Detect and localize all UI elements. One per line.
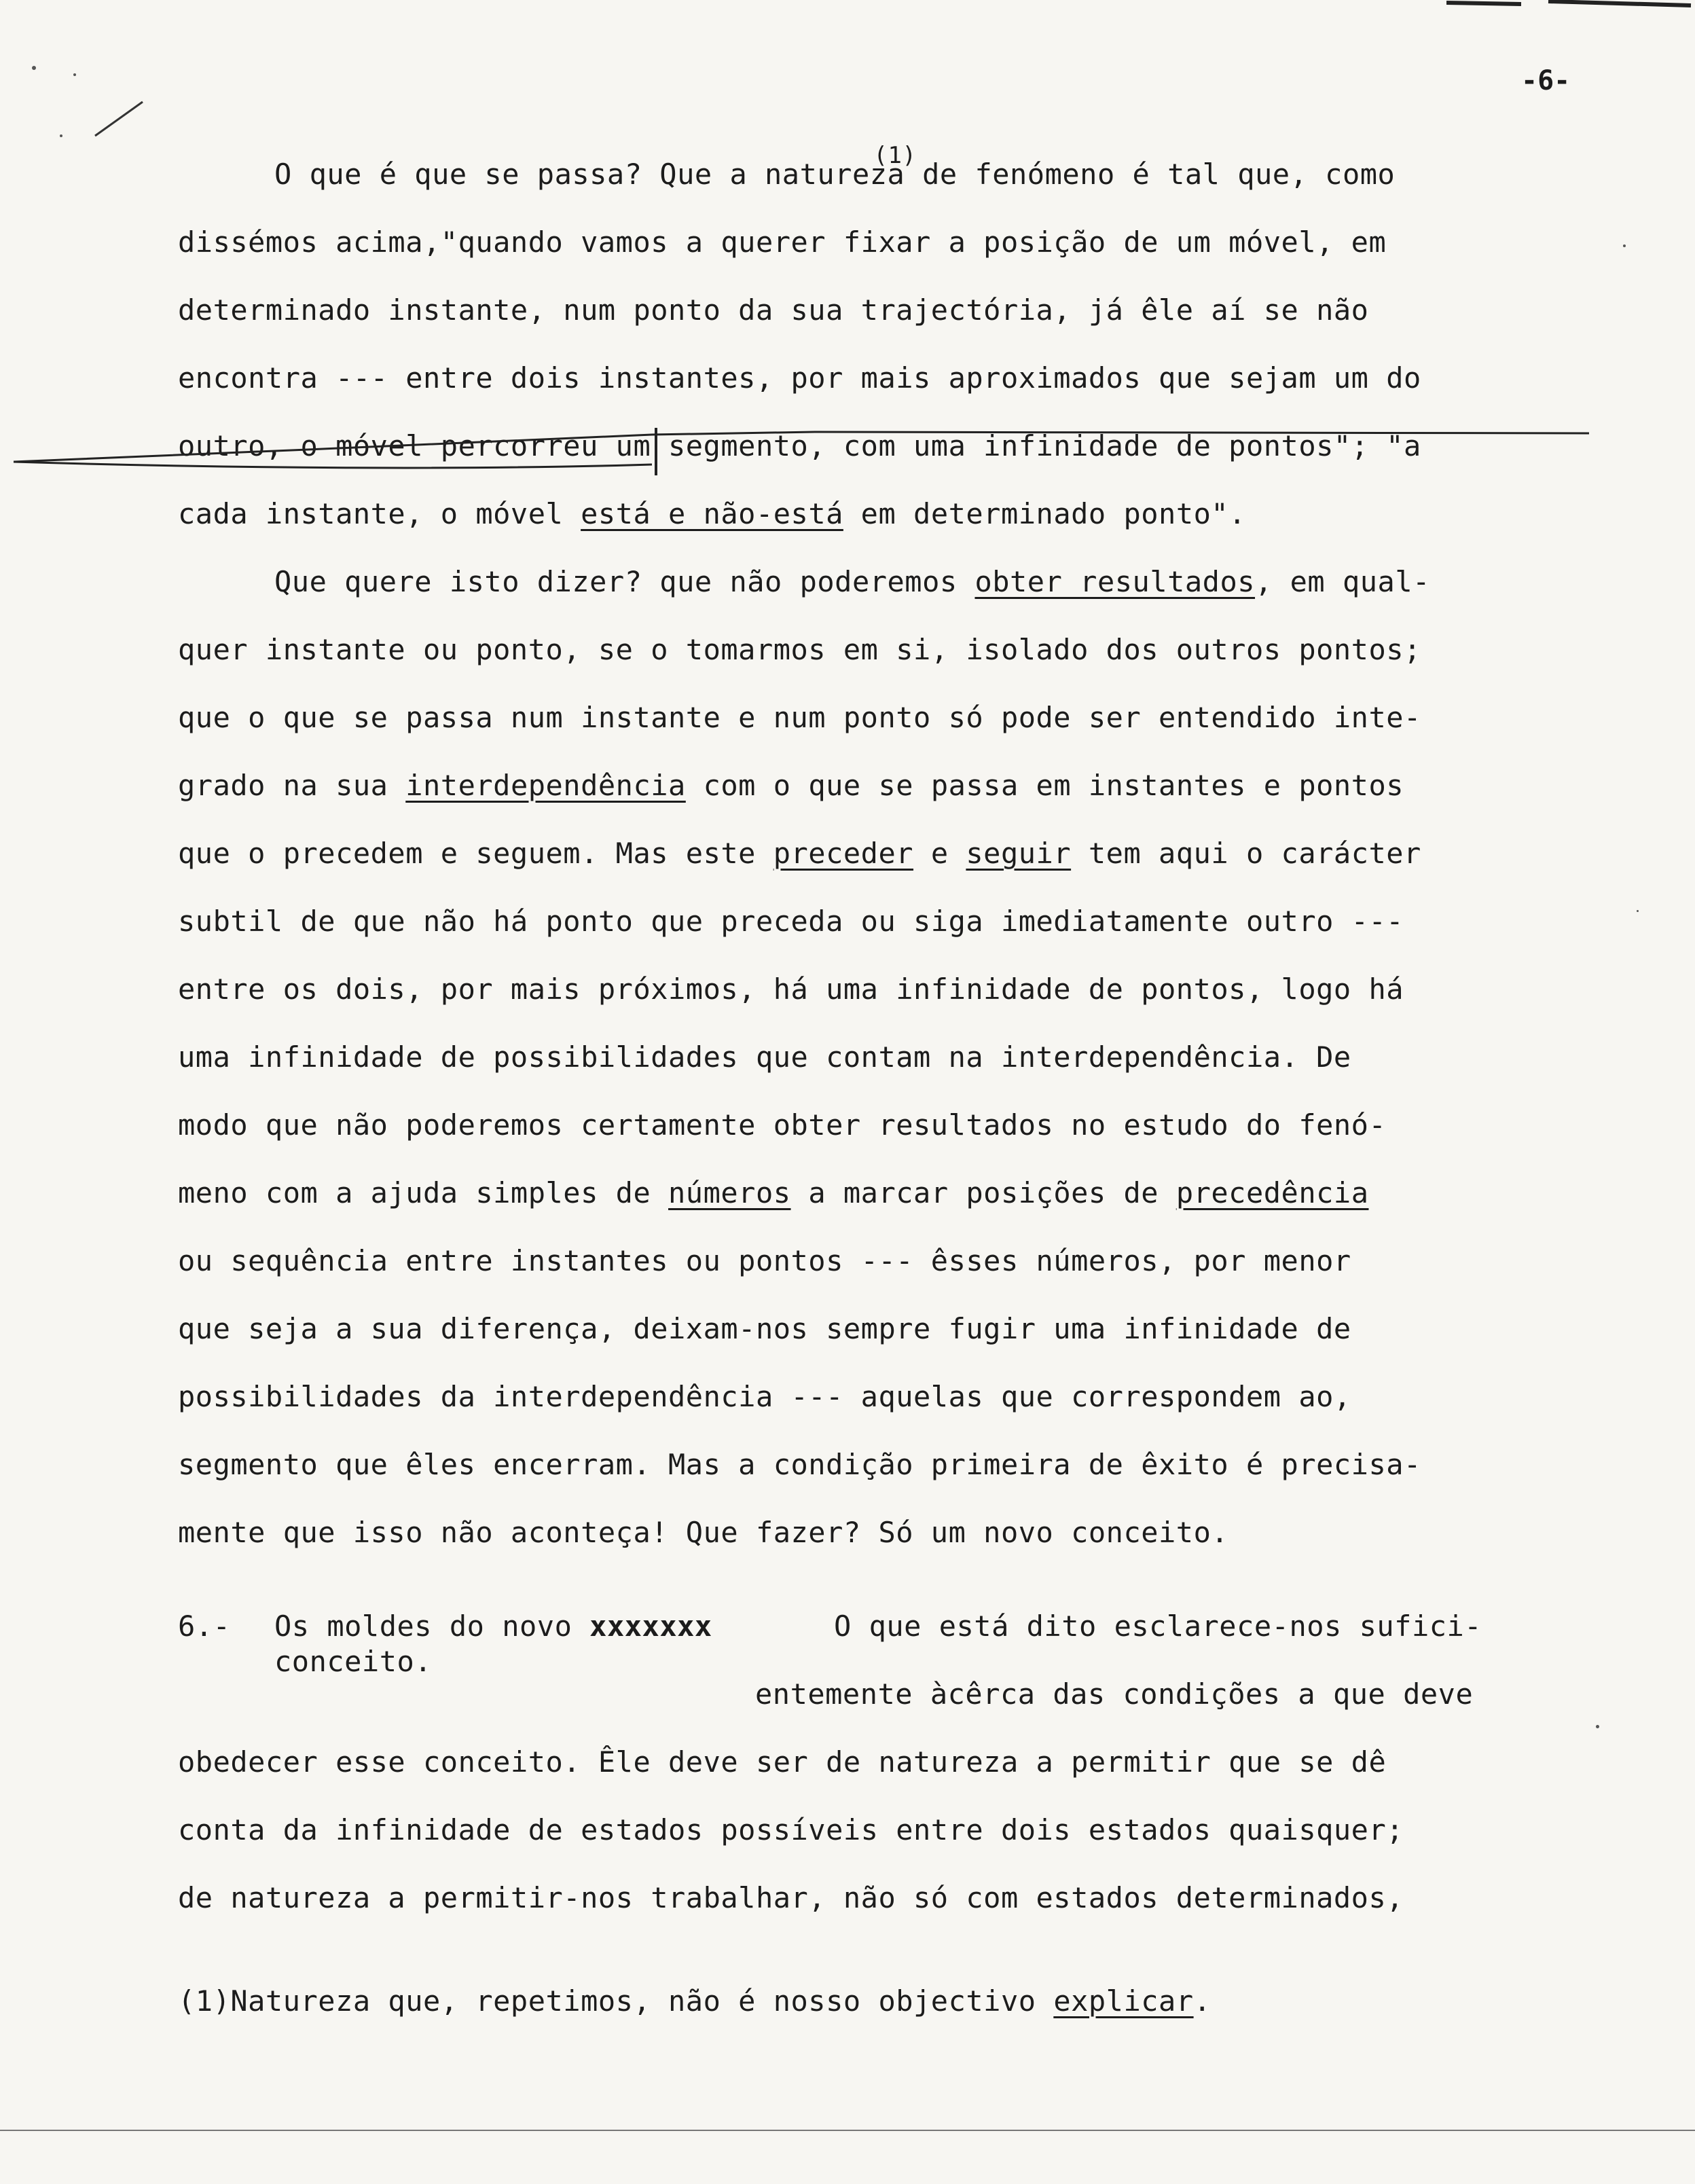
underlined-phrase: está e não-está — [581, 497, 843, 530]
scan-speck — [1596, 1725, 1599, 1728]
text-line: uma infinidade de possibilidades que contam na interdependência. De — [178, 1040, 1351, 1074]
section-heading: Os moldes do novo xxxxxxx — [274, 1609, 712, 1643]
text-line: conta da infinidade de estados possíveis entre dois estados quaisquer; — [178, 1813, 1404, 1846]
text-line: entre os dois, por mais próximos, há uma infinidade de pontos, logo há — [178, 972, 1404, 1006]
text-line: que o precedem e seguem. Mas este preceder e seguir tem aqui o carácter — [178, 837, 1421, 870]
text-line: subtil de que não há ponto que preceda ou siga imediatamente outro --- — [178, 905, 1404, 938]
text-line: O que está dito esclarece-nos sufici- — [834, 1609, 1482, 1643]
footnote-ref: (1) — [873, 142, 917, 169]
text-line: cada instante, o móvel está e não-está em determinado ponto". — [178, 497, 1246, 530]
text-line: meno com a ajuda simples de números a marcar posições de precedência — [178, 1176, 1369, 1209]
text-line: possibilidades da interdependência --- aquelas que correspondem ao, — [178, 1380, 1351, 1413]
section-heading: conceito. — [274, 1645, 433, 1678]
underlined-phrase: precedência — [1175, 1176, 1369, 1209]
pen-stroke — [0, 407, 1695, 482]
text-line: dissémos acima,"quando vamos a querer fixar a posição de um móvel, em — [178, 225, 1387, 259]
section-number: 6.- — [178, 1609, 231, 1643]
underlined-phrase: interdependência — [405, 769, 686, 802]
underlined-phrase: explicar — [1053, 1984, 1194, 2018]
underlined-phrase: números — [668, 1176, 791, 1209]
text-line: determinado instante, num ponto da sua trajectória, já êle aí se não — [178, 293, 1369, 327]
text-line: de natureza a permitir-nos trabalhar, não só com estados determinados, — [178, 1881, 1404, 1914]
underlined-phrase: preceder — [773, 837, 914, 870]
underlined-phrase: seguir — [966, 837, 1072, 870]
text-line: modo que não poderemos certamente obter resultados no estudo do fenó- — [178, 1108, 1387, 1142]
page-edge-line — [0, 2130, 1695, 2131]
text-line: que o que se passa num instante e num ponto só pode ser entendido inte- — [178, 701, 1421, 734]
text-line: mente que isso não aconteça! Que fazer? Só um novo conceito. — [178, 1516, 1229, 1549]
text-line: segmento que êles encerram. Mas a condição primeira de êxito é precisa- — [178, 1448, 1421, 1481]
scan-speck — [1637, 910, 1639, 912]
footnote: (1)Natureza que, repetimos, não é nosso objectivo explicar. — [178, 1984, 1211, 2018]
struck-word: xxxxxxx — [589, 1609, 712, 1643]
underlined-phrase: obter resultados — [974, 565, 1256, 598]
text-line: que seja a sua diferença, deixam-nos sempre fugir uma infinidade de — [178, 1312, 1351, 1345]
text-line: ou sequência entre instantes ou pontos --- êsses números, por menor — [178, 1244, 1351, 1277]
text-line: obedecer esse conceito. Êle deve ser de natureza a permitir que se dê — [178, 1745, 1387, 1779]
page-number: -6- — [1521, 65, 1571, 96]
text-line: Que quere isto dizer? que não poderemos obter resultados, em qual- — [274, 565, 1430, 598]
text-line: outro, o móvel percorreu um segmento, com uma infinidade de pontos"; "a — [178, 429, 1421, 462]
text-line: grado na sua interdependência com o que se passa em instantes e pontos — [178, 769, 1404, 802]
text-line: entemente àcêrca das condições a que deve — [755, 1677, 1474, 1711]
text-line: quer instante ou ponto, se o tomarmos em si, isolado dos outros pontos; — [178, 633, 1421, 666]
scan-mark — [1446, 0, 1695, 14]
scan-mark — [20, 54, 156, 149]
scan-speck — [1623, 244, 1626, 247]
text-line: encontra --- entre dois instantes, por mais aproximados que sejam um do — [178, 361, 1421, 395]
text-line: O que é que se passa? Que a naturez (1) a de fenómeno é tal que, como — [274, 142, 1396, 191]
